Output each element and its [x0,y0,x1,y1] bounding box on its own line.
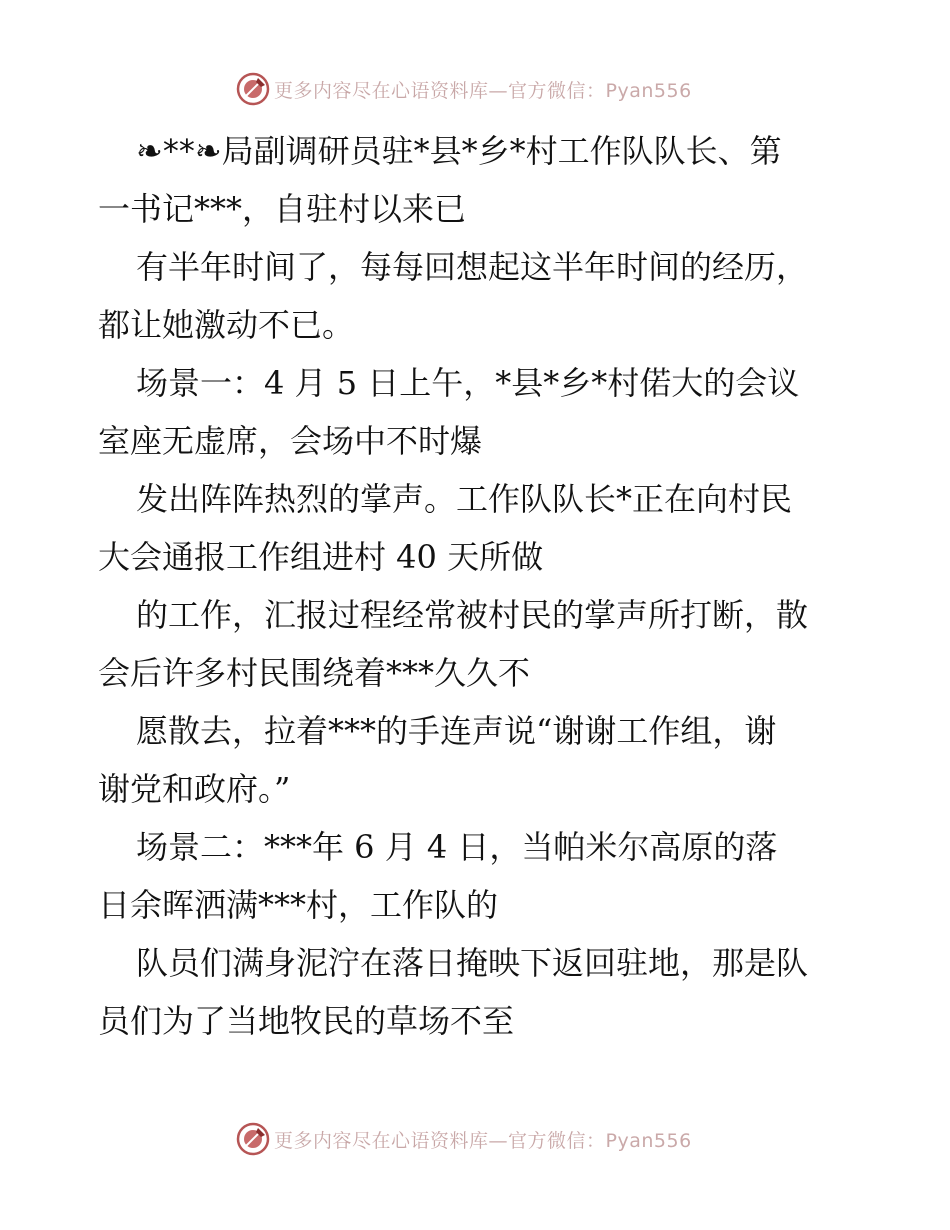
banner-text: 更多内容尽在心语资料库—官方微信：Pyan556 [274,1129,692,1152]
line-text: 都让她激动不已。 [98,306,355,344]
text-line [98,122,858,180]
line-text: 大会通报工作组进村 40 天所做 [98,538,544,576]
text-line [98,876,858,934]
banner-text: 更多内容尽在心语资料库—官方微信：Pyan556 [274,79,692,102]
text-line [98,412,858,470]
text-line [98,238,858,296]
text-line [98,818,858,876]
header-banner[interactable] [236,72,716,106]
wechat-id: Pyan556 [605,1129,692,1152]
footer-banner[interactable] [236,1122,716,1156]
text-line [98,354,858,412]
text-line [98,992,858,1050]
line-text: 场景一：4 月 5 日上午，*县*乡*村偌大的会议 [136,364,800,402]
wechat-id: Pyan556 [605,79,692,102]
seal-logo-icon [236,1122,270,1156]
line-text: 队员们满身泥泞在落日掩映下返回驻地，那是队 [136,944,809,982]
text-line [98,528,858,586]
seal-logo-icon [236,72,270,106]
ornament-glyph: ❧**❧ [136,132,222,170]
body-text [98,122,858,1050]
text-line [98,470,858,528]
line-text: 谢党和政府。” [98,770,291,808]
text-line [98,180,858,238]
line-text: 室座无虚席，会场中不时爆 [98,422,483,460]
text-line [98,934,858,992]
text-line [98,760,858,818]
line-text: 日余晖洒满***村，工作队的 [98,886,499,924]
text-line [98,296,858,354]
line-text: 会后许多村民围绕着***久久不 [98,654,531,692]
line-text: 局副调研员驻*县*乡*村工作队队长、第 [221,132,782,170]
line-text: 愿散去，拉着***的手连声说“谢谢工作组，谢 [136,712,777,750]
line-text: 发出阵阵热烈的掌声。工作队队长*正在向村民 [136,480,793,518]
text-line [98,702,858,760]
line-text: 员们为了当地牧民的草场不至 [98,1002,515,1040]
text-line [98,644,858,702]
line-text: 的工作，汇报过程经常被村民的掌声所打断，散 [136,596,809,634]
text-line [98,586,858,644]
line-text: 场景二：***年 6 月 4 日，当帕米尔高原的落 [136,828,778,866]
line-text: 一书记***，自驻村以来已 [98,190,467,228]
line-text: 有半年时间了，每每回想起这半年时间的经历， [136,248,809,286]
